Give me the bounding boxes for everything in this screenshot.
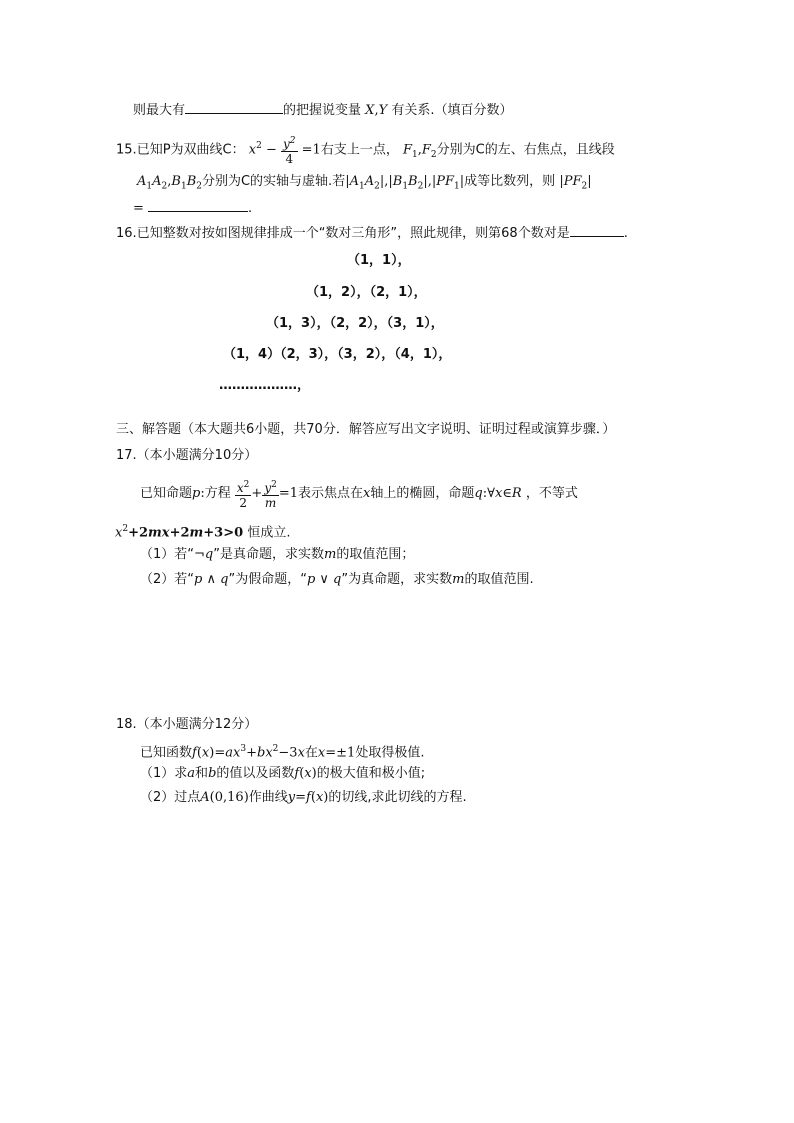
q17-statement-line1: 已知命题p:方程 $\frac{x^2}{2}$ + $\frac{y^2}{m}$ =1表示焦点在x轴上的椭圆，命题q:∀x∈R ，不等式 [140,479,578,510]
q17-part-2: （2）若“p ∧ q”为假命题，“p ∨ q”为真命题，求实数m的取值范围. [140,572,534,587]
fraction: $\frac{x^2}{2}$ [236,479,250,510]
q18-header: 18.（本小题满分12分） [116,717,258,732]
answer-blank[interactable] [185,101,283,114]
q17-part-1: （1）若“¬q”是真命题，求实数m的取值范围； [140,547,415,562]
pair-triangle-row-2: （1，2），（2，1）， [306,285,427,300]
q17-statement-line2: $x^2+2mx+2m+3>0$ 恒成立. [115,524,291,541]
answer-blank[interactable] [570,224,624,237]
q18-part-1: （1）求a和b的值以及函数f(x)的极大值和极小值; [140,766,426,781]
q15-line1: 15.已知P为双曲线C： $x^2$ − $\frac{y^2}{4}$ =1右支上一点， $F_1,F_2$分别为C的左、右焦点，且线段 [116,135,615,166]
q18-part-2: （2）过点A(0,16)作曲线y=f(x)的切线,求此切线的方程. [140,790,467,805]
q18-statement: 已知函数$f(x)=ax^3+bx^2-3x$在x=±1处取得极值. [140,744,425,761]
q16-question: 16.已知整数对按如图规律排成一个“数对三角形”，照此规律，则第68个数对是 . [116,226,628,241]
pair-triangle-row-1: （1，1）， [347,253,411,268]
answer-blank[interactable] [148,199,248,212]
q17-header: 17.（本小题满分10分） [116,448,258,463]
pair-triangle-row-3: （1，3），（2，2），（3，1）， [266,316,444,331]
section-heading: 三、解答题（本大题共6小题，共70分．解答应写出文字说明、证明过程或演算步骤．） [116,422,616,437]
fraction: $\frac{y^2}{m}$ [264,479,277,510]
q15-line2: $A_1A_2,B_1B_2$分别为C的实轴与虚轴.若$|A_1A_2|,|B_1B_2|,|PF_1|$成等比数列，则 $|PF_2|$ [137,174,592,192]
fraction: $\frac{y^2}{4}$ [283,135,296,166]
q15-line3: = . [133,201,253,216]
q14-answer-line: 则最大有 的把握说变量 X,Y 有关系.（填百分数） [133,103,513,118]
pair-triangle-row-4: （1，4）（2，3），（3，2），（4，1）， [223,347,452,362]
pair-triangle-row-5: ………………， [219,378,311,393]
